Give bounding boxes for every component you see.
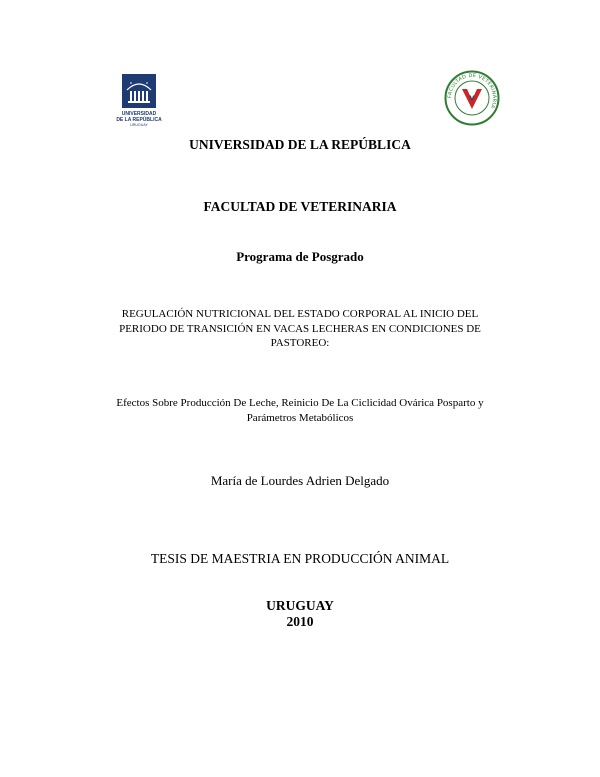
logo-text-line2: DE LA REPÚBLICA	[116, 117, 162, 123]
logo-text-line1: UNIVERSIDAD	[121, 111, 157, 117]
faculty-seal	[444, 70, 500, 126]
thesis-type: TESIS DE MAESTRIA EN PRODUCCIÓN ANIMAL	[150, 551, 450, 566]
university-name: UNIVERSIDAD DE LA REPÚBLICA	[189, 137, 411, 152]
university-logo	[116, 74, 162, 140]
author-name: María de Lourdes Adrien Delgado	[210, 473, 390, 488]
veterinary-seal-icon	[444, 70, 500, 126]
seal-ring-text: FACULTAD DE VETERINARIA	[446, 72, 498, 110]
program-name: Programa de Posgrado	[236, 249, 364, 264]
logo-text-line3: URUGUAY	[130, 123, 148, 127]
country: URUGUAY	[266, 598, 334, 613]
year: 2010	[286, 614, 314, 629]
thesis-title: REGULACIÓN NUTRICIONAL DEL ESTADO CORPORAL AL INICIO DEL PERIODO DE TRANSICIÓN EN VACAS LECHERAS EN CONDICIONES DE PASTOREO:	[119, 308, 481, 349]
thesis-subtitle: Efectos Sobre Producción De Leche, Reinicio De La Ciclicidad Ovárica Posparto y Parámetros Metabólicos	[116, 397, 484, 424]
faculty-name: FACULTAD DE VETERINARIA	[203, 199, 397, 214]
university-emblem-icon	[122, 74, 156, 108]
seal-monogram: V	[469, 95, 475, 102]
